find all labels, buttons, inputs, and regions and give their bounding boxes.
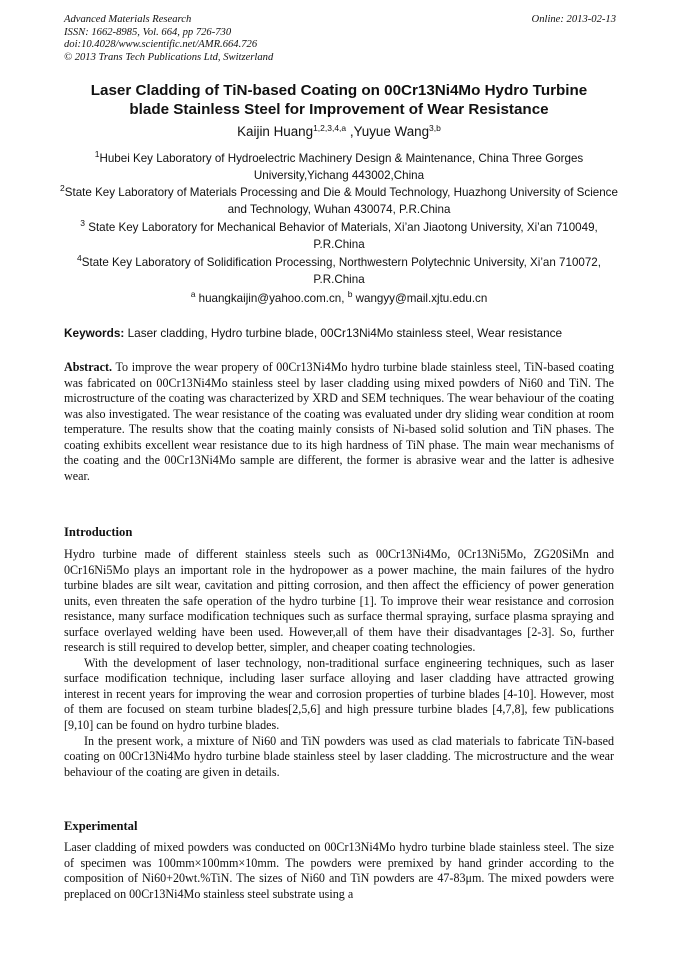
introduction-body [64, 547, 614, 780]
introduction-paragraph-3: In the present work, a mixture of Ni60 and TiN powders was used as clad materials to fabricate TiN-based coating on 00Cr13Ni4Mo hydro turbine blade stainless steel by laser cladding. The microstructure and the wear behaviour of the coating are given in details. [64, 733, 614, 779]
copyright: © 2013 Trans Tech Publications Ltd, Switzerland [64, 51, 274, 63]
affiliation-1-text: Hubei Key Laboratory of Hydroelectric Machinery Design & Maintenance, China Three Gorges University,Yichang 443002,China [99, 152, 584, 182]
contact-emails [0, 290, 678, 307]
issn: ISSN: 1662-8985, Vol. 664, pp 726-730 [64, 26, 232, 38]
introduction-heading: Introduction [64, 525, 133, 539]
keywords-text: Laser cladding, Hydro turbine blade, 00Cr13Ni4Mo stainless steel, Wear resistance [124, 326, 563, 340]
journal-header [64, 14, 616, 64]
experimental-paragraph-1: Laser cladding of mixed powders was conducted on 00Cr13Ni4Mo hydro turbine blade stainless steel. The size of specimen was 100mm×100mm×10mm. The powders were premixed by hand grinder according to the composition of Ni60+20wt.%TiN. The sizes of Ni60 and TiN powders are 47-83μm. The mixed powders were preplaced on 00Cr13Ni4Mo stainless steel substrate using a [64, 840, 614, 901]
author-2-affiliation: 3,b [429, 123, 441, 133]
introduction-paragraph-2: With the development of laser technology, non-traditional surface engineering techniques, such as laser surface modification technique, including laser surface alloying and laser cladding have attracted growing interest in recent years for improving the wear and corrosion properties of turbine blades [4-10]. However, most of them are focused on steam turbine blades[2,5,6] and high pressure turbine blades [4,7,8], few publications [9,10] can be found on hydro turbine blades. [64, 655, 614, 733]
affiliation-1-mark: 1 [94, 149, 100, 159]
email-a[interactable]: huangkaijin@yahoo.com.cn, [195, 292, 348, 305]
author-2-name: ,Yuyue Wang [346, 124, 430, 139]
experimental-heading: Experimental [64, 819, 138, 833]
affiliation-4-mark: 4 [77, 253, 82, 263]
affiliation-2 [60, 184, 618, 218]
affiliation-4-text: State Key Laboratory of Solidification Processing, Northwestern Polytechnic University, Xi’an 710072, P.R.China [81, 256, 601, 286]
abstract-text: To improve the wear propery of 00Cr13Ni4Mo hydro turbine blade stainless steel, TiN-based coating was fabricated on 00Cr13Ni4Mo stainless steel by laser cladding using mixed powders of Ni60 and TiN. The microstructure of the coating was characterized by XRD and SEM techniques. The wear behaviour of the coating was also investigated. The wear resistance of the coating was evaluated under dry sliding wear condition at room temperature. The results show that the coating mainly consists of Ni-based solid solution and TiN phases. The coating exhibits excellent wear resistance due to its high hardness of TiN phase. The main wear mechanisms of the coating and the 00Cr13Ni4Mo sample are different, the former is abrasive wear and the latter is adhesive wear. [64, 360, 614, 483]
affiliation-1 [60, 150, 618, 184]
affiliation-3 [60, 219, 618, 253]
title-line-2: blade Stainless Steel for Improvement of Wear Resistance [129, 101, 549, 118]
affiliation-2-text: State Key Laboratory of Materials Processing and Die & Mould Technology, Huazhong University of Science and Technology, Wuhan 430074, P.R.China [64, 186, 618, 216]
doi: doi:10.4028/www.scientific.net/AMR.664.726 [64, 39, 258, 50]
affiliation-2-mark: 2 [60, 183, 65, 193]
email-b-mark: b [347, 289, 353, 299]
title-line-1: Laser Cladding of TiN-based Coating on 00Cr13Ni4Mo Hydro Turbine [90, 82, 588, 99]
paper-title [50, 81, 628, 119]
email-a-mark: a [190, 289, 196, 299]
email-b[interactable]: wangyy@mail.xjtu.edu.cn [352, 292, 488, 305]
author-1-name: Kaijin Huang [237, 124, 314, 139]
affiliation-4 [60, 254, 618, 288]
abstract [64, 360, 614, 484]
introduction-paragraph-1: Hydro turbine made of different stainless steels such as 00Cr13Ni4Mo, 0Cr13Ni5Mo, ZG20SiMn and 0Cr16Ni5Mo plays an important role in the hydropower as a power machine, the main failures of the hydro turbine blades are silt wear, cavitation and pitting corrosion, and then affect the efficiency of power generation units, even threaten the safe operation of the hydro turbine [1]. To improve their wear resistance and corrosion resistance, many surface modification techniques such as surface thermal spraying, surface plasma spraying and surface overlayed welding have been used. However,all of them have their disadvantages [2-3]. So, further research is still required to develop better, simpler, and cheaper coating technologies. [64, 547, 614, 655]
author-list [0, 123, 678, 140]
author-1-affiliation: 1,2,3,4,a [313, 123, 347, 133]
keywords [64, 325, 624, 342]
online-date: Online: 2013-02-13 [531, 14, 616, 25]
journal-name: Advanced Materials Research [64, 14, 192, 25]
affiliation-3-mark: 3 [80, 218, 85, 228]
abstract-label: Abstract. [64, 360, 113, 374]
keywords-label: Keywords: [64, 326, 125, 340]
affiliation-3-text: State Key Laboratory for Mechanical Behavior of Materials, Xi’an Jiaotong University, Xi’an 710049, P.R.China [84, 221, 598, 251]
